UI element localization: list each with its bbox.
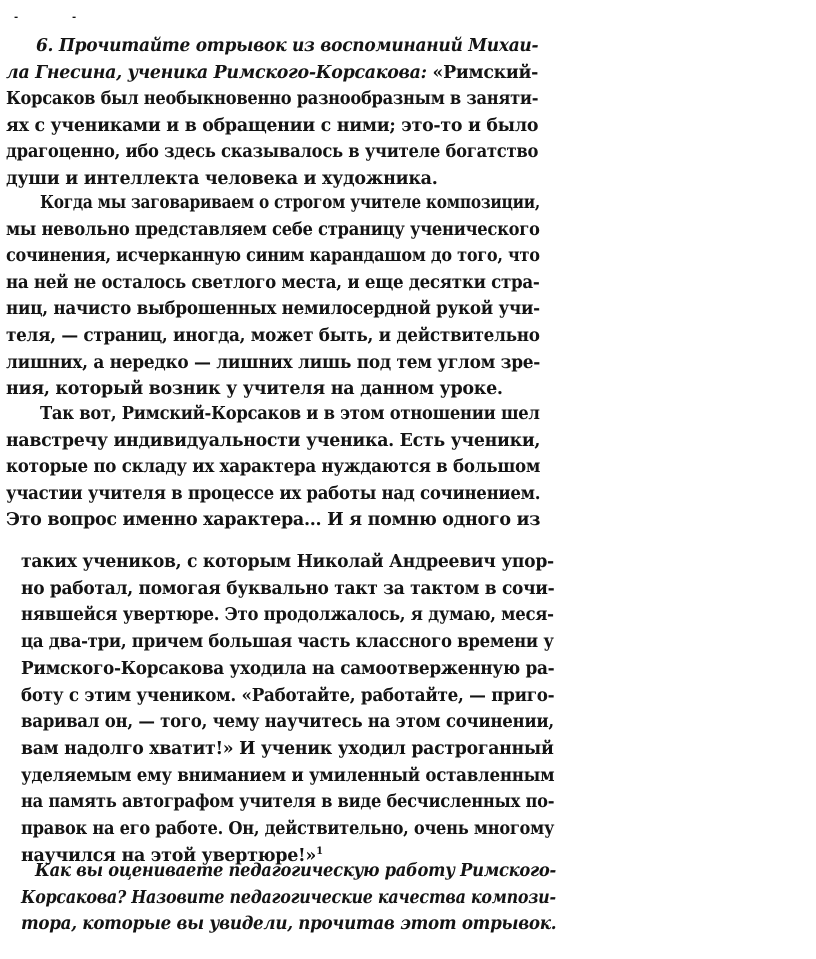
text-run: души и интеллекта человека и художника. <box>6 169 438 189</box>
text-run: но работал, помогая буквально такт за тактом в сочи- <box>21 578 555 599</box>
scan-mark: - <box>14 12 19 23</box>
text-line <box>6 297 540 321</box>
text-run: лишних, а нередко — лишних лишь под тем углом зре- <box>6 352 541 373</box>
text-line <box>21 550 554 574</box>
text-run: правок на его работе. Он, действительно, очень многому <box>21 819 555 839</box>
text-line <box>40 402 540 426</box>
text-line <box>6 218 540 242</box>
text-line <box>21 603 554 627</box>
text-line <box>21 817 554 841</box>
text-run: Корсаков был необыкновенно разнообразным в заняти- <box>6 89 539 110</box>
text-run: 6. Прочитайте отрывок из воспоминаний Михаи- <box>36 36 539 56</box>
text-line <box>21 886 556 910</box>
text-line <box>36 34 538 58</box>
text-run: Корсакова? Назовите педагогические качества компози- <box>21 887 556 908</box>
text-run: вам надолго хватит!» И ученик уходил растроганный <box>21 738 554 759</box>
text-run: навстречу индивидуальности ученика. Есть ученики, <box>6 430 541 451</box>
text-run: «Римский- <box>432 62 539 83</box>
text-line <box>21 630 554 654</box>
text-line <box>21 684 554 708</box>
footnote-mark: 1 <box>316 845 323 857</box>
text-run: уделяемым ему вниманием и умиленный оставленным <box>21 765 555 786</box>
text-run: участии учителя в процессе их работы над сочинением. <box>6 483 541 504</box>
text-line <box>6 114 538 138</box>
text-run: на ней не осталось светлого места, и еще десятки стра- <box>6 272 540 293</box>
text-line <box>6 61 538 85</box>
text-run: мы невольно представляем себе страницу ученического <box>6 219 540 240</box>
text-run: варивал он, — того, чему научитесь на этом сочинении, <box>21 712 554 733</box>
text-run: на память автографом учителя в виде бесчисленных по- <box>21 792 555 813</box>
text-run: Это вопрос именно характера... И я помню одного из <box>6 510 541 531</box>
text-line <box>6 455 540 479</box>
text-line <box>6 324 540 348</box>
text-run: драгоценно, ибо здесь сказывалось в учителе богатство <box>6 142 539 163</box>
text-run: тора, которые вы увидели, прочитав этот отрывок. <box>21 914 557 935</box>
text-line <box>6 482 540 506</box>
text-run: нявшейся увертюре. Это продолжалось, я думаю, меся- <box>21 605 554 626</box>
text-line <box>6 87 538 111</box>
text-line <box>21 710 554 734</box>
text-run: научился на этой увертюре!» <box>21 845 317 866</box>
text-run: ца два-три, причем большая часть классного времени у <box>21 632 554 653</box>
text-run: Так вот, Римский-Корсаков и в этом отношении шел <box>40 404 540 424</box>
text-line <box>40 191 540 215</box>
text-line <box>35 859 556 883</box>
text-line <box>6 244 540 268</box>
text-line <box>21 790 554 814</box>
text-line <box>21 912 556 936</box>
text-line <box>21 764 554 788</box>
text-line <box>21 737 554 761</box>
text-run: теля, — страниц, иногда, может быть, и действительно <box>6 326 540 346</box>
text-run: которые по складу их характера нуждаются в большом <box>6 457 541 478</box>
text-line <box>6 429 540 453</box>
text-run: Когда мы заговариваем о строгом учителе композиции, <box>40 193 541 213</box>
text-run: таких учеников, с которым Николай Андреевич упор- <box>21 552 554 572</box>
text-run: боту с этим учеником. «Работайте, работайте, — приго- <box>21 685 555 706</box>
text-line <box>6 271 540 295</box>
text-run: сочинения, исчерканную синим карандашом до того, что <box>6 246 540 267</box>
text-run: Римского-Корсакова уходила на самоотверженную ра- <box>21 658 555 679</box>
text-line <box>6 140 538 164</box>
text-run: Как вы оцениваете педагогическую работу Римского- <box>35 861 557 881</box>
text-run: ния, который возник у учителя на данном уроке. <box>6 379 503 400</box>
text-run: ях с учениками и в обращении с ними; это-то и было <box>6 115 539 136</box>
scan-mark: - <box>72 12 77 23</box>
text-line <box>6 508 540 532</box>
text-line <box>6 167 438 191</box>
text-line <box>6 351 540 375</box>
text-line <box>6 377 503 401</box>
text-run: ла Гнесина, ученика Римского-Корсакова: <box>6 62 433 83</box>
text-line <box>21 657 554 681</box>
text-line <box>21 577 554 601</box>
text-run: ниц, начисто выброшенных немилосердной рукой учи- <box>6 299 540 320</box>
